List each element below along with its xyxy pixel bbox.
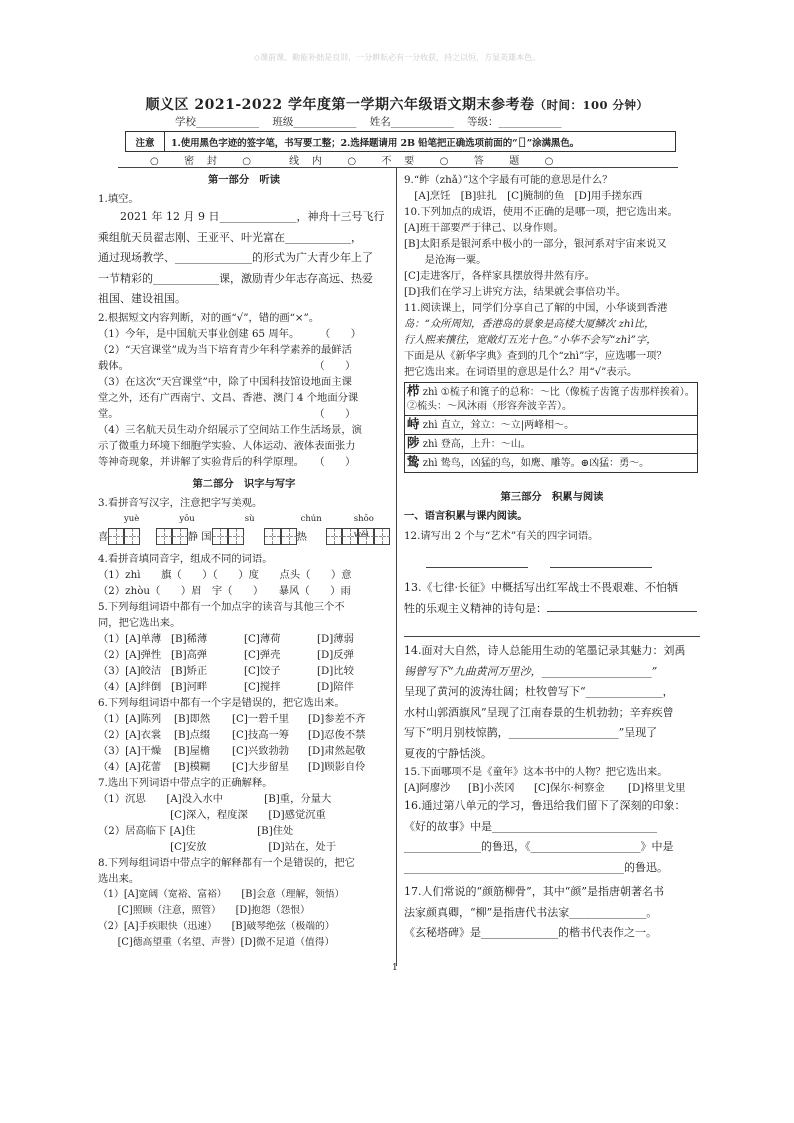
option[interactable]: [B]模糊	[174, 760, 211, 773]
option[interactable]: [B]点缀	[174, 728, 211, 741]
q2-item: 堂。 （ ）	[98, 407, 356, 420]
q2-item: （2）“天宫课堂”成为当下培育青少年科学素养的最鲜活	[98, 343, 352, 356]
writing-box[interactable]	[172, 528, 188, 545]
q14-stem: 14.面对大自然，诗人总能用生动的笔墨记录其魅力：刘禹	[404, 644, 686, 657]
option[interactable]: （3）[A]皎洁	[98, 664, 162, 677]
pinyin: yuè	[124, 513, 140, 524]
q16-stem: 16.通过第八单元的学习，鲁迅给我们留下了深刻的印象：	[404, 799, 686, 812]
answer-line[interactable]	[426, 556, 528, 568]
table-row[interactable]	[405, 383, 698, 416]
notice-text: 1.使用黑色字迹的签字笔，书写要工整；2.选择题请用 2B 铅笔把正确选项前面的“［］”涂满黑色。	[171, 137, 580, 149]
notice-box	[125, 131, 676, 152]
q7-item: [C]深入，程度深 [D]感觉沉重	[98, 808, 326, 821]
dict-def: zhì 直立，耸立：～立|两峰相～。	[422, 420, 575, 431]
q5-stem: 同，把它选出来。	[98, 616, 181, 629]
q8-item: [C]照顾（注意，照管） [D]抱怨（怨恨）	[98, 904, 310, 916]
option[interactable]: [D]比较	[317, 664, 354, 677]
q13-stem	[404, 599, 700, 620]
q10-stem: 10.下列加点的成语，使用不正确的是哪一项，把它选出来。	[404, 206, 678, 218]
q4-item: （1）zhì 旗（ ）（ ）度 点头（ ）意	[98, 568, 352, 581]
table-row[interactable]	[405, 454, 698, 473]
q7-item: （1）沉思 [A]没入水中 [B]重，分量大	[98, 792, 332, 805]
q2-item: （3）在这次“天宫课堂”中，除了中国科技馆设地面主课	[98, 375, 352, 388]
q14-line: 锡曾写下“九曲黄河万里沙，____________________”	[404, 664, 658, 678]
q16-line: ________________________________________的鲁迅。	[404, 860, 668, 874]
watermark: ◇课前课、勤能补拙是良训，一分耕耘必有一分收获，持之以恒，方显英雄本色。	[253, 53, 541, 62]
q14-line: 夏夜的宁静恬淡。	[404, 746, 492, 760]
student-info-line: 学校____________ 班级____________ 姓名____________ 等级：____________	[175, 116, 562, 128]
option[interactable]: [B]即然	[174, 712, 211, 725]
q10-option-b-cont: 是沧海一粟。	[404, 254, 487, 266]
q1-line: 通过现场教学、______________的形式为广大青少年上了	[98, 251, 373, 264]
section-1-heading: 一、语言积累与课内阅读。	[404, 510, 528, 522]
pinyin: chún	[300, 513, 322, 524]
q3-pinyin-row	[98, 511, 390, 540]
q2-item: 堂之外，还有广西南宁、文昌、香港、澳门 4 个地面分课	[98, 391, 359, 404]
part2-heading: 第二部分 识字与写字	[192, 477, 296, 490]
option[interactable]: （2）[A]弹性	[98, 648, 162, 661]
left-column	[98, 172, 390, 951]
q12-stem: 12.请写出 2 个与“艺术”有关的四字词语。	[404, 530, 599, 542]
q7-stem: 7.选出下列词语中带点字的正确解释。	[98, 776, 273, 789]
option[interactable]: [B]稀薄	[171, 632, 208, 645]
q12-answer-lines	[426, 556, 700, 568]
table-row[interactable]	[405, 435, 698, 454]
option[interactable]: [C]技高一筹	[232, 728, 290, 741]
q15-stem: 15.下面哪项不是《童年》这本书中的人物？把它选出来。	[404, 766, 668, 778]
answer-line[interactable]	[547, 600, 697, 612]
option[interactable]: [C]一碧千里	[232, 712, 290, 725]
q5-stem: 5.下列每组词语中都有一个加点字的读音与其他三个不	[98, 600, 345, 613]
writing-box[interactable]	[228, 528, 244, 545]
option[interactable]: [C]兴致勃勃	[232, 744, 290, 757]
q9-options[interactable]: [A]烹饪 [B]驻扎 [C]腌制的鱼 [D]用手搓东西	[404, 190, 643, 202]
page-number: 1	[392, 963, 398, 973]
q6-stem: 6.下列每组词语中都有一个字是错误的，把它选出来。	[98, 696, 345, 709]
q1-passage	[98, 207, 390, 310]
option[interactable]: [C]饺子	[244, 664, 281, 677]
option[interactable]: [D]顾影自伶	[308, 760, 366, 773]
column-divider	[396, 168, 397, 966]
q8-item: （1）[A]宽阔（宽裕、富裕） [B]会意（理解，领悟）	[98, 888, 345, 900]
notice-label: 注意	[126, 132, 165, 151]
option[interactable]: （1）[A]单薄	[98, 632, 162, 645]
char: 国	[201, 530, 212, 543]
q7-item: [C]安放 [D]站在，处于	[98, 840, 337, 853]
writing-box[interactable]	[212, 528, 228, 545]
option[interactable]: [D]忍俊不禁	[308, 728, 366, 741]
q11-stem: 把它选出来。在词语里的意思是什么？用“√”表示。	[404, 366, 638, 378]
page-title	[0, 94, 794, 114]
q2-item: 载体。 （ ）	[98, 359, 356, 372]
q3-stem: 3.看拼音写汉字，注意把字写美观。	[98, 496, 263, 509]
option[interactable]: （4）[A]花蕾	[98, 760, 162, 773]
q11-stem: 下面是从《新华字典》查到的几个“zhì”字，应选哪一项？	[404, 350, 667, 362]
dict-def: zhì 登高，上升：～山。	[422, 439, 531, 450]
right-column	[404, 172, 700, 944]
q1-line: 2021 年 12 月 9 日______________，神舟十三号飞行	[120, 210, 385, 223]
q17-line: 《玄秘塔碑》是______________的楷书代表作之一。	[404, 926, 657, 939]
q2-item: （1）今年，是中国航天事业创建 65 周年。 （ ）	[98, 327, 362, 340]
q13-stem: 13.《七律·长征》中概括写出红军战士不畏艰难、不怕牺	[404, 581, 678, 594]
q14-line: 水村山郭酒旗风”呈现了江南春景的生机勃勃；辛弃疾曾	[404, 705, 674, 719]
pinyin: shōo wěi	[353, 513, 374, 540]
q1-stem: 1.填空。	[98, 193, 139, 205]
option[interactable]: （4）[A]绊倒	[98, 680, 162, 693]
writing-box[interactable]	[358, 528, 374, 545]
option[interactable]: （2）[A]衣裳	[98, 728, 162, 741]
pinyin: yōu	[179, 513, 195, 524]
q10-option-c[interactable]: [C]走进客厅，各样家具摆放得井然有序。	[404, 270, 595, 282]
option[interactable]: [C]保尔·柯察金	[534, 782, 605, 794]
q1-line: 一节精彩的____________课，激励青少年志存高远、热爱	[98, 271, 373, 285]
dict-char: 峙	[407, 416, 420, 431]
q1-line: 祖国、建设祖国。	[98, 292, 186, 305]
q1-line: 乘组航天员翟志刚、王亚平、叶光富在____________，	[98, 230, 362, 244]
q2-stem: 2.根据短文内容判断，对的画“√”，错的画“×”。	[98, 311, 320, 324]
q11-stem: 11.阅读课上，同学们分享自己了解的中国，小华谈到香港	[404, 302, 668, 314]
q3-writing-boxes	[98, 523, 390, 551]
option[interactable]: [D]反弹	[317, 648, 354, 661]
option[interactable]: [B]高弹	[171, 648, 208, 661]
option[interactable]: [C]薄荷	[244, 632, 281, 645]
answer-line[interactable]	[550, 556, 652, 568]
answer-line[interactable]	[404, 621, 700, 637]
q10-option-a[interactable]: [A]班干部要严于律己、以身作则。	[404, 222, 564, 234]
q7-item: （2）居高临下 [A]住 [B]住处	[98, 824, 294, 837]
option[interactable]: [B]屋檐	[174, 744, 211, 757]
option[interactable]: [B]矫正	[171, 664, 208, 677]
option[interactable]: [B]小茨冈	[468, 782, 515, 794]
dict-char: 栉	[407, 383, 420, 398]
q8-stem: 选出来。	[98, 872, 140, 885]
option[interactable]: （3）[A]干燥	[98, 744, 162, 757]
title-text: 顺义区 2021-2022 学年度第一学期六年级语文期末参考卷	[145, 97, 535, 113]
writing-box[interactable]	[326, 528, 342, 545]
writing-box[interactable]	[124, 528, 140, 545]
dict-char: 陟	[407, 435, 420, 450]
q10-option-b[interactable]: [B]太阳系是银河系中极小的一部分，银河系对宇宙来说又	[404, 238, 667, 250]
option[interactable]: [D]格里戈里	[628, 782, 686, 794]
char: 喜	[98, 530, 109, 543]
q2-item: （4）三名航天员生动介绍展示了空间站工作生活场景，演	[98, 423, 362, 436]
q13-text: 牲的乐观主义精神的诗句是：	[404, 601, 547, 615]
writing-box[interactable]	[342, 528, 358, 545]
q2-item: 等神奇现象，并讲解了实验背后的科学原理。 （ ）	[98, 455, 356, 468]
pinyin: sù	[244, 513, 255, 524]
dict-def: zhì 鸷鸟，凶猛的鸟，如鹰、雕等。⊕凶猛：勇～。	[422, 458, 650, 469]
option[interactable]: [D]陪伴	[317, 680, 354, 693]
dict-char: 鸷	[407, 454, 420, 469]
char: 静	[187, 530, 198, 543]
q14-line: 写下“明月别枝惊鹊，____________________”呈现了	[404, 726, 658, 739]
q16-line: ______________的鲁迅，《____________________》中是	[404, 840, 674, 853]
title-time: （时间：100 分钟）	[534, 98, 649, 112]
writing-box[interactable]	[156, 528, 172, 545]
q16-line: 《好的故事》中是______________________________	[404, 819, 657, 833]
header-divider	[118, 167, 678, 168]
dictionary-table	[404, 382, 698, 473]
q17-line: 法家颜真卿，“柳”是指唐代书法家______________。	[404, 905, 658, 919]
q8-stem: 8.下列每组词语中带点字的解释都有一个是错误的，把它	[98, 856, 355, 869]
q9-stem: 9.“鲊（zhǎ）”这个字最有可能的意思是什么？	[404, 174, 613, 186]
char: 热	[296, 530, 307, 543]
q14-line: 呈现了黄河的波涛壮阔；杜牧曾写下“______________，	[404, 685, 674, 698]
option[interactable]: [D]薄弱	[317, 632, 354, 645]
q2-item: 示了微重力环境下细胞学实验、人体运动、液体表面张力	[98, 439, 356, 452]
writing-box[interactable]	[108, 528, 124, 545]
q8-item: （2）[A]手疾眼快（迅速） [B]破琴绝弦（极端的）	[98, 920, 335, 932]
writing-box[interactable]	[264, 528, 280, 545]
option[interactable]: [C]大步留星	[232, 760, 290, 773]
option[interactable]: [D]参差不齐	[308, 712, 366, 725]
option[interactable]: [B]河畔	[171, 680, 208, 693]
option[interactable]: [C]弹壳	[244, 648, 281, 661]
writing-box[interactable]	[374, 528, 390, 545]
table-row[interactable]	[405, 416, 698, 435]
seal-line: ○ 密 封 ○ 线 内 ○ 不 要 ○ 答 题 ○	[150, 156, 554, 167]
part3-heading: 第三部分 积累与阅读	[500, 491, 604, 503]
writing-box[interactable]	[281, 528, 297, 545]
q11-stem: 行人熙来攘往，宽敞灯五光十色。”小华不会写“zhì”字，	[404, 334, 657, 346]
dict-def: zhì ①梳子和篦子的总称：～比（像梳子齿篦子齿那样挨着）。②梳头：～风沐雨（形容奔波辛苦）。	[407, 387, 695, 412]
q10-option-d[interactable]: [D]我们在学习上讲究方法，结果就会事倍功半。	[404, 286, 627, 298]
part1-heading: 第一部分 听读	[207, 174, 281, 186]
option[interactable]: [D]肃然起敬	[308, 744, 366, 757]
q5-options	[98, 631, 390, 695]
q4-item: （2）zhòu（ ）眉 宇（ ） 暴风（ ）雨	[98, 584, 351, 597]
q17-stem: 17.人们常说的“颜筋柳骨”，其中“颜”是指唐朝著名书	[404, 885, 664, 898]
q4-stem: 4.看拼音填同音字，组成不同的词语。	[98, 552, 273, 565]
q8-item: [C]德高望重（名望、声誉）[D]微不足道（值得）	[98, 936, 335, 948]
q15-options	[404, 780, 700, 796]
q11-stem: 岛：“众所周知，香港岛的景象是高楼大厦鳞次 zhì比，	[404, 318, 655, 330]
option[interactable]: [C]搅拌	[244, 680, 281, 693]
option[interactable]: [A]阿廖沙	[404, 782, 451, 794]
q6-options	[98, 711, 390, 775]
option[interactable]: （1）[A]陈列	[98, 712, 162, 725]
